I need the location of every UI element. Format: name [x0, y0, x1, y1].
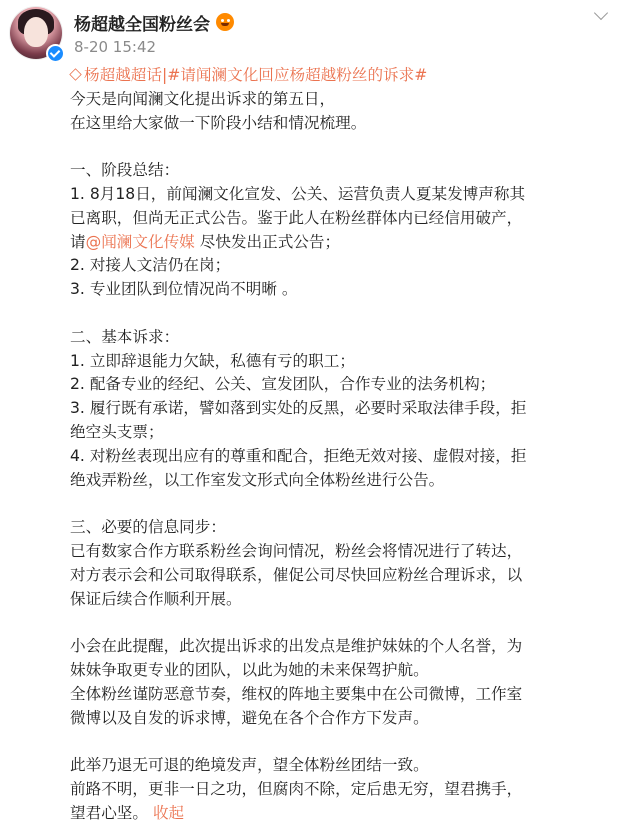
text-line: 全体粉丝谨防恶意节奏，维权的阵地主要集中在公司微博，工作室	[70, 684, 523, 703]
text-line: 妹妹争取更专业的团队，以此为她的未来保驾护航。	[70, 660, 429, 679]
verified-badge-icon	[46, 44, 65, 63]
text-line: 望君心坚。 收起	[70, 803, 185, 822]
avatar-face	[24, 17, 48, 47]
post-body	[70, 64, 610, 826]
author-row	[74, 9, 234, 35]
spacer	[70, 492, 610, 516]
section-title: 二、基本诉求：	[70, 327, 180, 346]
supertopic-link[interactable]: 杨超越超话	[70, 66, 162, 84]
topic-separator: |	[161, 66, 168, 84]
member-emoji-icon	[216, 13, 234, 31]
text-line: 在这里给大家做一下阶段小结和情况梳理。	[70, 113, 367, 132]
section-title: 一、阶段总结：	[70, 161, 180, 180]
text-line: 4. 对粉丝表现出应有的尊重和配合，拒绝无效对接、虚假对接，拒	[70, 446, 527, 465]
text-line: 此举乃退无可退的绝境发声，望全体粉丝团结一致。	[70, 756, 429, 775]
text-line: 绝空头支票；	[70, 422, 164, 441]
hashtag-link[interactable]: #请闻澜文化回应杨超越粉丝的诉求#	[167, 66, 428, 84]
text-line: 1. 立即辞退能力欠缺，私德有亏的职工；	[70, 351, 355, 370]
text-line: 请@闻澜文化传媒 尽快发出正式公告；	[70, 232, 341, 251]
text-line: 微博以及自发的诉求博，避免在各个合作方下发声。	[70, 708, 429, 727]
text-line: 1. 8月18日，前闻澜文化宣发、公关、运营负责人夏某发博声称其	[70, 184, 526, 203]
collapse-button[interactable]: 收起	[152, 803, 185, 822]
text-line: 已离职，但尚无正式公告。鉴于此人在粉丝群体内已经信用破产，	[70, 208, 523, 227]
text-line: 已有数家合作方联系粉丝会询问情况，粉丝会将情况进行了转达，	[70, 541, 523, 560]
text-line: 3. 专业团队到位情况尚不明晰 。	[70, 280, 298, 299]
chevron-down-icon[interactable]	[594, 6, 608, 20]
spacer	[70, 302, 610, 326]
text-line: 2. 对接人文洁仍在岗；	[70, 256, 231, 275]
text-line: 2. 配备专业的经纪、公关、宣发团队，合作专业的法务机构；	[70, 375, 496, 394]
spacer	[70, 611, 610, 635]
topic-line	[70, 64, 610, 88]
text-line: 对方表示会和公司取得联系，催促公司尽快回应粉丝合理诉求，以	[70, 565, 523, 584]
supertopic-diamond-icon	[69, 68, 81, 80]
text-line: 今天是向闻澜文化提出诉求的第五日，	[70, 89, 336, 108]
section-title: 三、必要的信息同步：	[70, 518, 226, 537]
text-line: 3. 履行既有承诺，譬如落到实处的反黑，必要时采取法律手段，拒	[70, 399, 527, 418]
post-timestamp[interactable]: 8-20 15:42	[74, 38, 157, 56]
mention-link[interactable]: @闻澜文化传媒	[85, 232, 195, 251]
spacer	[70, 135, 610, 159]
text-line: 保证后续合作顺利开展。	[70, 589, 242, 608]
spacer	[70, 730, 610, 754]
author-name[interactable]: 杨超越全国粉丝会	[74, 14, 210, 35]
text-line: 绝戏弄粉丝，以工作室发文形式向全体粉丝进行公告。	[70, 470, 445, 489]
text-line: 小会在此提醒，此次提出诉求的出发点是维护妹妹的个人名誉，为	[70, 637, 523, 656]
text-line: 前路不明，更非一日之功，但腐肉不除，定后患无穷，望君携手，	[70, 779, 523, 798]
